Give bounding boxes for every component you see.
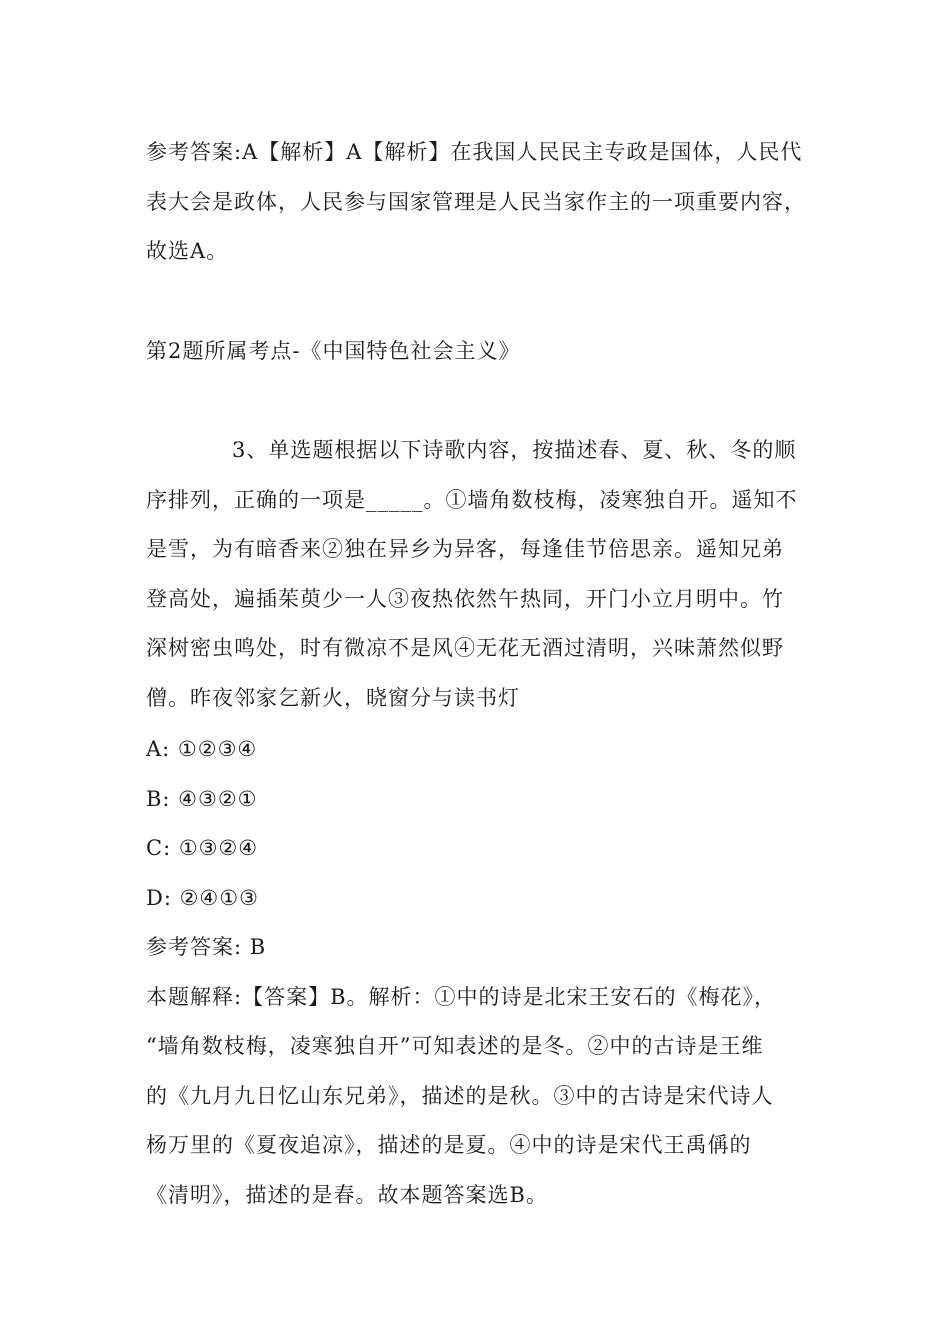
explanation-line-3: 的《九月九日忆山东兄弟》，描述的是秋。③中的古诗是宋代诗人 [146,1084,774,1108]
question3-line-3: 是雪，为有暗香来②独在异乡为异客，每逢佳节倍思亲。遥知兄弟 [146,537,784,561]
question3-line-5: 深树密虫鸣处，时有微凉不是风④无花无酒过清明，兴味萧然似野 [146,636,784,660]
topic2-heading: 第2题所属考点-《中国特色社会主义》 [146,339,521,363]
question3-line-6: 僧。昨夜邻家乞新火，晓窗分与读书灯 [146,686,520,710]
explanation-line-4: 杨万里的《夏夜追凉》，描述的是夏。④中的诗是宋代王禹偁的 [146,1133,752,1157]
question3-line-2: 序排列，正确的一项是_____。①墙角数枝梅，凌寒独自开。遥知不 [146,488,798,512]
answer1-line-2: 表大会是政体，人民参与国家管理是人民当家作主的一项重要内容， [146,190,806,214]
question3-answer: 参考答案: B [146,935,267,959]
answer1-line-1: 参考答案:A【解析】A【解析】在我国人民民主专政是国体，人民代 [146,140,803,164]
option-d: D: ②④①③ [146,886,259,910]
question3-line-4: 登高处，遍插茱萸少一人③夜热依然午热同，开门小立月明中。竹 [146,587,784,611]
option-b: B: ④③②① [146,787,258,811]
option-a: A: ①②③④ [146,737,258,761]
option-c: C: ①③②④ [146,836,259,860]
explanation-line-2: “墙角数枝梅，凌寒独自开”可知表述的是冬。②中的古诗是王维 [146,1034,764,1058]
explanation-line-5: 《清明》，描述的是春。故本题答案选B。 [146,1183,548,1207]
explanation-line-1: 本题解释:【答案】B。解析：①中的诗是北宋王安石的《梅花》， [146,985,777,1009]
answer1-line-3: 故选A。 [146,239,229,263]
question3-line-1: 3、单选题根据以下诗歌内容，按描述春、夏、秋、冬的顺 [232,438,797,462]
